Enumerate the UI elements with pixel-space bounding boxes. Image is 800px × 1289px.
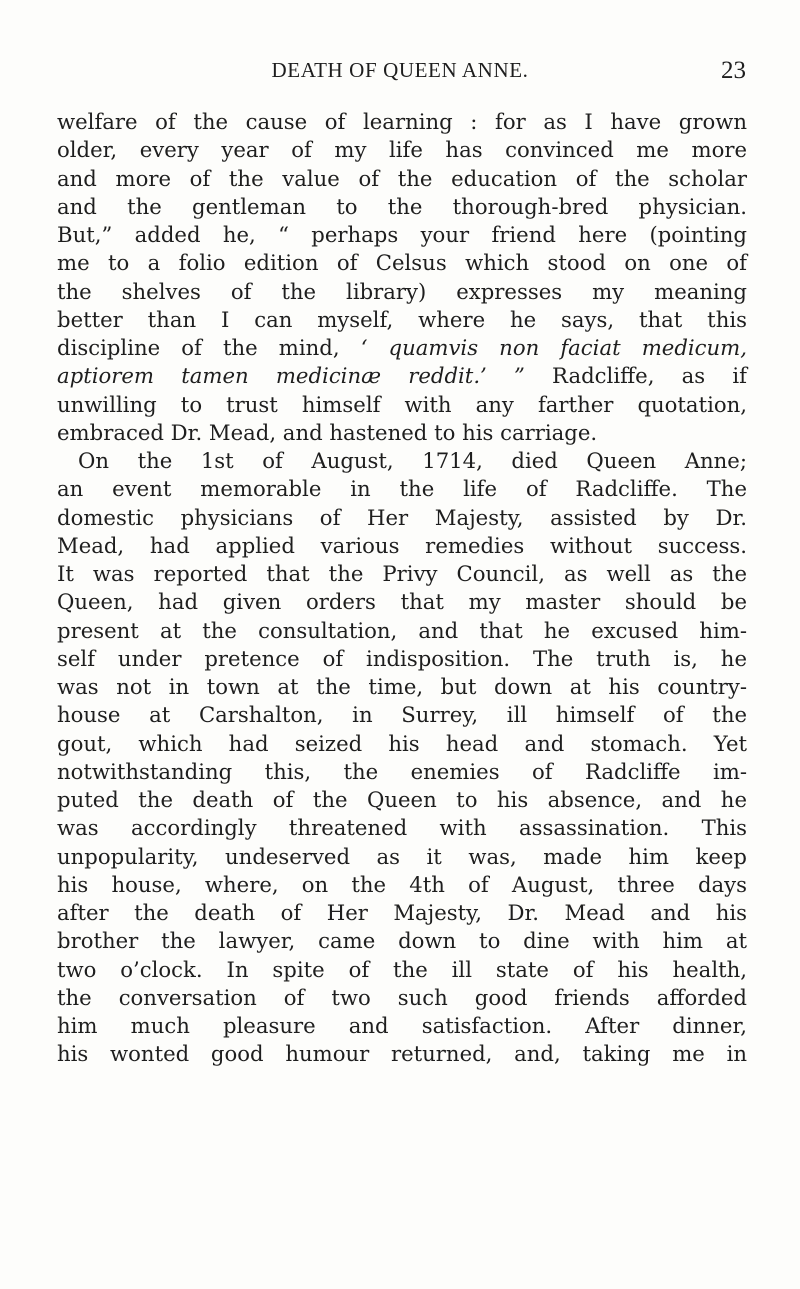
text-line: and the gentleman to the thorough-bred physician. bbox=[57, 193, 747, 219]
text-segment: Radcliffe, as if bbox=[552, 363, 747, 389]
latin-quote-part-2: aptiorem tamen medicinæ reddit.’ ” bbox=[57, 363, 525, 389]
text-line: brother the lawyer, came down to dine with him at bbox=[57, 928, 747, 954]
text-line: puted the death of the Queen to his absence, and he bbox=[57, 787, 747, 812]
text-line: was accordingly threatened with assassination. This bbox=[57, 815, 747, 841]
text-line: the shelves of the library) expresses my meaning bbox=[57, 278, 747, 304]
text-line: after the death of Her Majesty, Dr. Mead and his bbox=[57, 900, 747, 925]
text-line: his house, where, on the 4th of August, three days bbox=[57, 871, 747, 897]
text-line: him much pleasure and satisfaction. After dinner, bbox=[57, 1013, 747, 1038]
text-line: was not in town at the time, but down at his country- bbox=[57, 674, 747, 699]
text-line: But,” added he, “ perhaps your friend here (pointing bbox=[57, 222, 747, 247]
text-segment: discipline of the mind, bbox=[57, 335, 340, 360]
text-line: welfare of the cause of learning : for as I have grown bbox=[57, 109, 747, 134]
text-line: the conversation of two such good friends afforded bbox=[57, 984, 747, 1010]
text-line: and more of the value of the education of the scholar bbox=[57, 165, 747, 191]
page-number: 23 bbox=[721, 57, 746, 84]
text-line: Mead, had applied various remedies without success. bbox=[57, 532, 747, 558]
text-line: me to a folio edition of Celsus which stood on one of bbox=[57, 250, 747, 276]
latin-quote-part-1: ‘ quamvis non faciat medicum, bbox=[360, 335, 747, 360]
text-line: notwithstanding this, the enemies of Radcliffe im- bbox=[57, 758, 747, 784]
page-header bbox=[60, 57, 746, 88]
text-line: self under pretence of indisposition. The truth is, he bbox=[57, 645, 747, 671]
text-line: present at the consultation, and that he excused him- bbox=[57, 617, 747, 643]
text-line: unpopularity, undeserved as it was, made him keep bbox=[57, 843, 747, 869]
text-line: domestic physicians of Her Majesty, assisted by Dr. bbox=[57, 504, 747, 530]
running-head: DEATH OF QUEEN ANNE. bbox=[271, 58, 529, 82]
text-line: house at Carshalton, in Surrey, ill himself of the bbox=[57, 702, 747, 728]
text-line: an event memorable in the life of Radcliffe. The bbox=[57, 476, 747, 502]
body-text bbox=[57, 108, 747, 1069]
paragraph-start-line: On the 1st of August, 1714, died Queen Anne; bbox=[78, 448, 747, 473]
text-line: embraced Dr. Mead, and hastened to his carriage. bbox=[57, 419, 598, 445]
text-line-with-quote bbox=[57, 362, 747, 390]
text-line: gout, which had seized his head and stomach. Yet bbox=[57, 730, 747, 756]
text-line: unwilling to trust himself with any farther quotation, bbox=[57, 391, 747, 417]
text-line: Queen, had given orders that my master should be bbox=[57, 589, 747, 615]
text-line: better than I can myself, where he says, that this bbox=[57, 306, 747, 332]
text-line: It was reported that the Privy Council, as well as the bbox=[57, 561, 747, 586]
text-line-with-quote bbox=[57, 334, 747, 362]
text-line: his wonted good humour returned, and, taking me in bbox=[57, 1041, 747, 1067]
text-line: two o’clock. In spite of the ill state of his health, bbox=[57, 956, 747, 982]
text-line: older, every year of my life has convinced me more bbox=[57, 137, 747, 163]
